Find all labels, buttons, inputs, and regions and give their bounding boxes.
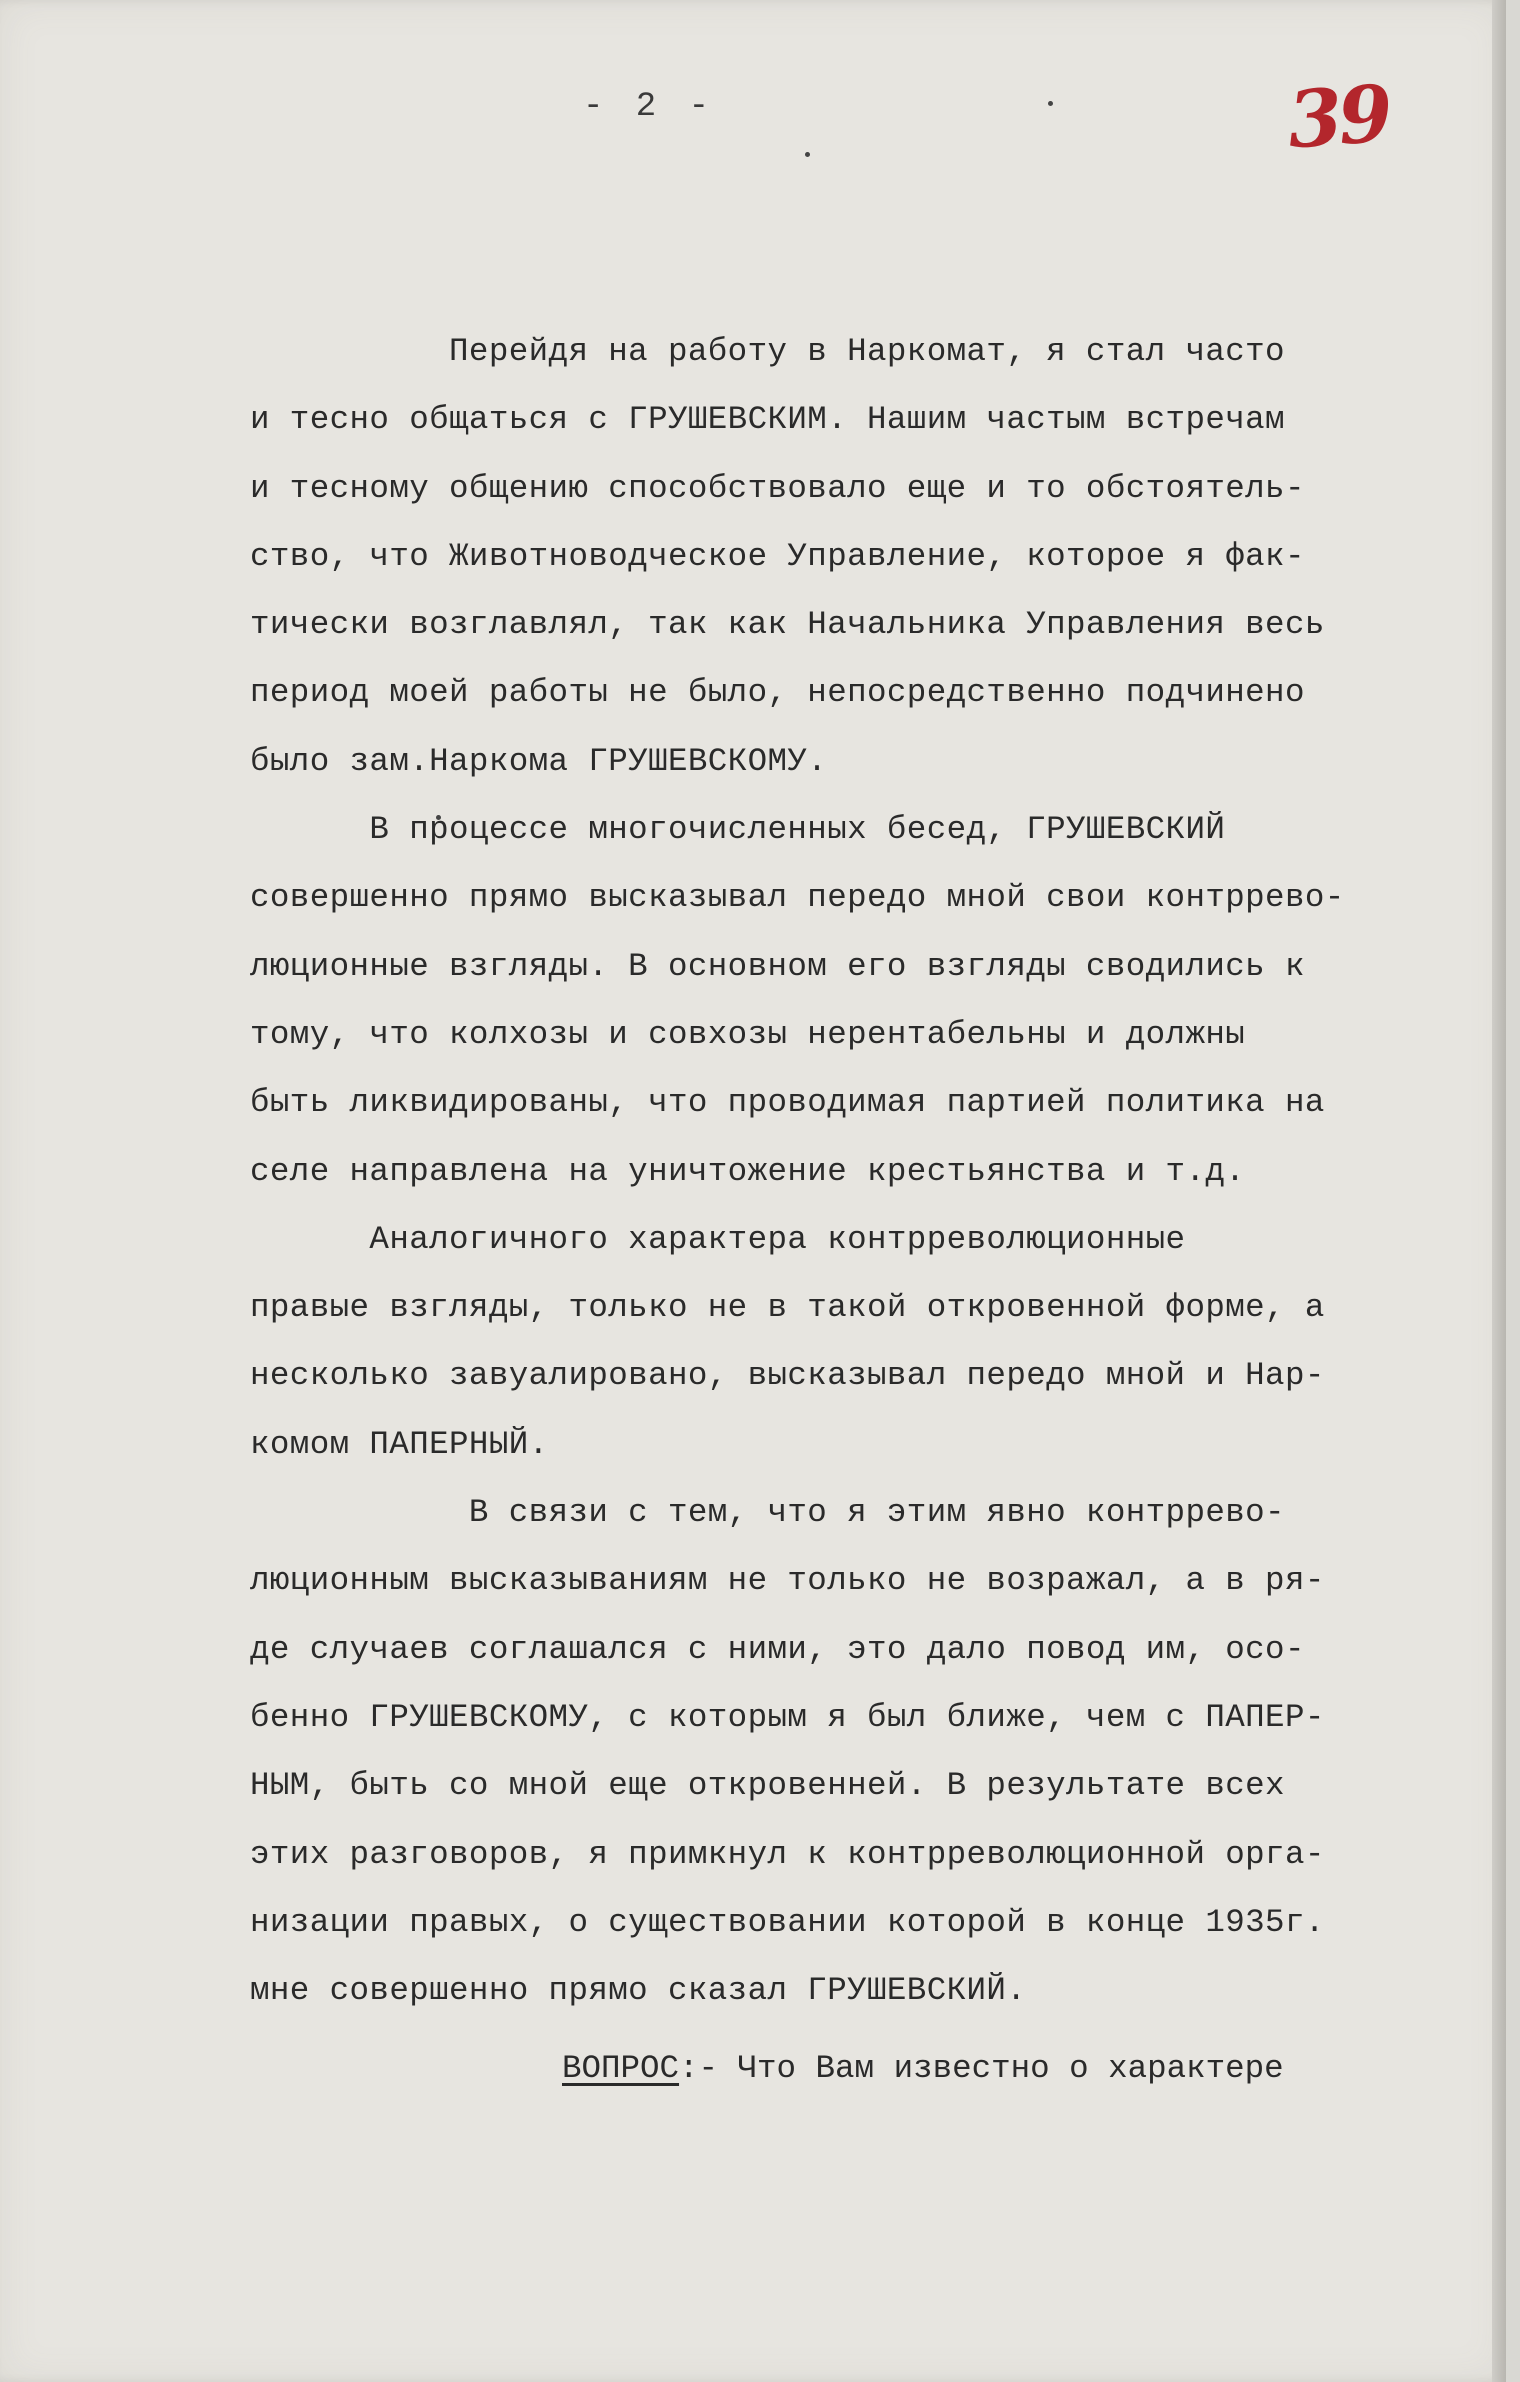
text-line: де случаев соглашался с ними, это дало повод им, осо-	[250, 1630, 1305, 1668]
question-label: ВОПРОС	[562, 2050, 680, 2087]
text-line: НЫМ, быть со мной еще откровенней. В результате всех	[250, 1767, 1285, 1805]
text-line: несколько завуалировано, высказывал передо мной и Нар-	[250, 1357, 1325, 1395]
archive-folio-number: 39	[1284, 68, 1392, 167]
text-line: Аналогичного характера контрреволюционные	[250, 1220, 1186, 1258]
ink-speck	[805, 152, 810, 157]
text-line: мне совершенно прямо сказал ГРУШЕВСКИЙ.	[250, 1972, 1027, 2010]
ink-speck	[1048, 101, 1053, 106]
text-line: этих разговоров, я примкнул к контрреволюционной орга-	[250, 1835, 1325, 1873]
text-line: быть ликвидированы, что проводимая партией политика на	[250, 1084, 1325, 1122]
body-text	[250, 318, 1470, 2025]
text-line: В процессе многочисленных бесед, ГРУШЕВСКИЙ	[250, 811, 1226, 849]
text-line: совершенно прямо высказывал передо мной свои контррево-	[250, 879, 1345, 917]
question-line	[562, 2050, 1284, 2087]
text-line: правые взгляды, только не в такой откровенной форме, а	[250, 1289, 1325, 1327]
text-line: тически возглавлял, так как Начальника Управления весь	[250, 606, 1325, 644]
question-text: :- Что Вам известно о характере	[679, 2050, 1284, 2087]
text-line: период моей работы не было, непосредственно подчинено	[250, 674, 1305, 712]
text-line: и тесно общаться с ГРУШЕВСКИМ. Нашим частым встречам	[250, 401, 1285, 439]
text-line: ство, что Животноводческое Управление, которое я фак-	[250, 537, 1305, 575]
text-line: комом ПАПЕРНЫЙ.	[250, 1425, 549, 1463]
text-line: тому, что колхозы и совхозы нерентабельны и должны	[250, 1015, 1246, 1053]
text-line: В связи с тем, что я этим явно контррево-	[250, 1494, 1285, 1532]
text-line: бенно ГРУШЕВСКОМУ, с которым я был ближе, чем с ПАПЕР-	[250, 1698, 1325, 1736]
text-line: низации правых, о существовании которой в конце 1935г.	[250, 1903, 1325, 1941]
text-line: селе направлена на уничтожение крестьянства и т.д.	[250, 1152, 1246, 1190]
page-number: - 2 -	[583, 88, 716, 126]
text-line: было зам.Наркома ГРУШЕВСКОМУ.	[250, 742, 828, 780]
text-line: люционные взгляды. В основном его взгляды сводились к	[250, 947, 1305, 985]
page-edge	[1492, 0, 1506, 2382]
text-line: люционным высказываниям не только не возражал, а в ря-	[250, 1562, 1325, 1600]
text-line: Перейдя на работу в Наркомат, я стал часто	[250, 333, 1285, 370]
text-line: и тесному общению способствовало еще и то обстоятель-	[250, 469, 1305, 507]
